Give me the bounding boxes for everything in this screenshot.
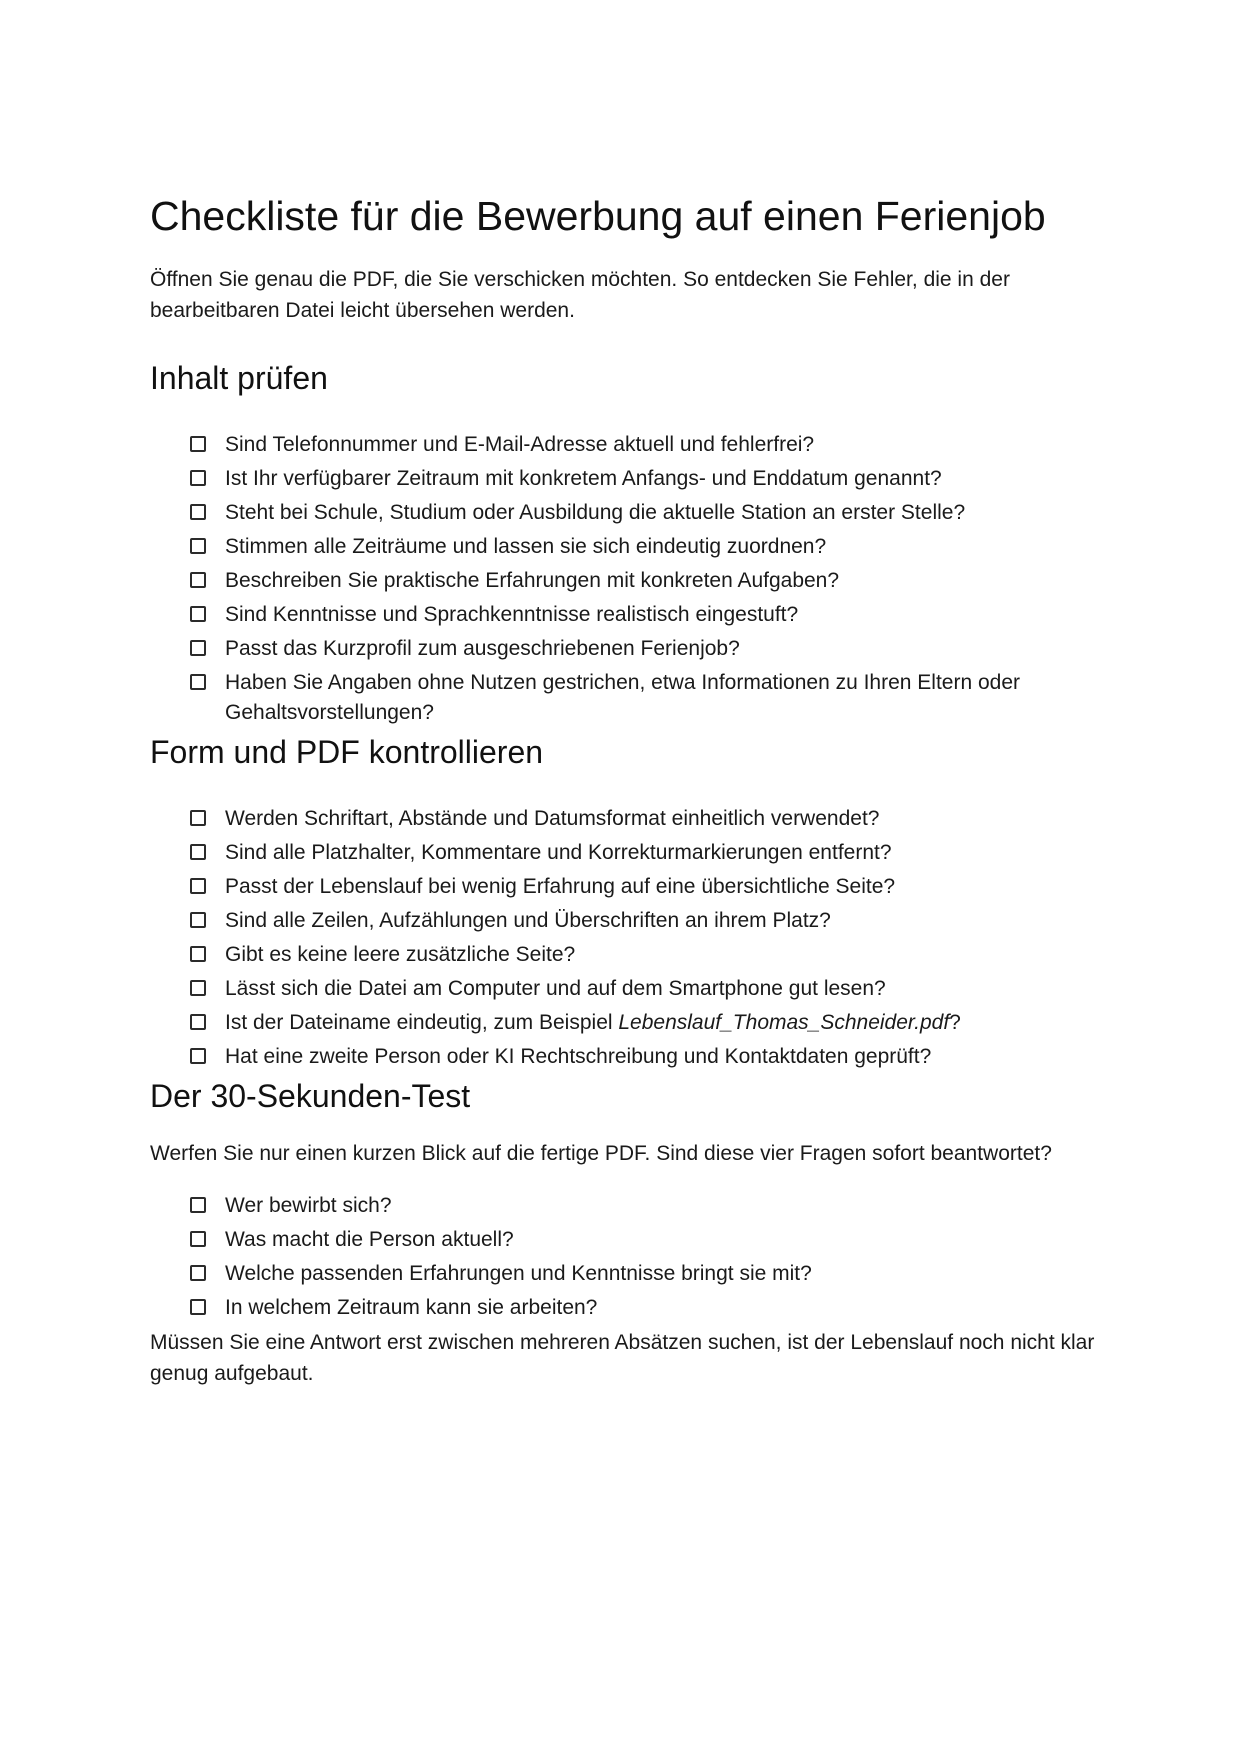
checkbox[interactable]	[190, 1014, 206, 1030]
checklist-item-label: Hat eine zweite Person oder KI Rechtschreibung und Kontaktdaten geprüft?	[225, 1045, 932, 1068]
checklist-item	[190, 668, 1095, 728]
checklist-item-label: Was macht die Person aktuell?	[225, 1228, 514, 1251]
checklist-test	[150, 1191, 1095, 1323]
checkbox[interactable]	[190, 810, 206, 826]
checkbox[interactable]	[190, 640, 206, 656]
checkbox[interactable]	[190, 538, 206, 554]
checkbox[interactable]	[190, 674, 206, 690]
checklist-item	[190, 464, 1095, 494]
section-heading-test: Der 30-Sekunden-Test	[150, 1078, 471, 1114]
checkbox[interactable]	[190, 912, 206, 928]
checklist-item-label: Passt der Lebenslauf bei wenig Erfahrung auf eine übersichtliche Seite?	[225, 875, 896, 898]
filename-prefix: Ist der Dateiname eindeutig, zum Beispiel	[225, 1011, 619, 1034]
checklist-item-label: Ist Ihr verfügbarer Zeitraum mit konkretem Anfangs- und Enddatum genannt?	[225, 467, 942, 490]
checkbox[interactable]	[190, 1231, 206, 1247]
section-heading-form: Form und PDF kontrollieren	[150, 734, 544, 770]
checkbox[interactable]	[190, 436, 206, 452]
checklist-item-label: In welchem Zeitraum kann sie arbeiten?	[225, 1296, 598, 1319]
checklist-item-label: Sind alle Platzhalter, Kommentare und Korrekturmarkierungen entfernt?	[225, 841, 892, 864]
checklist-item-label: Lässt sich die Datei am Computer und auf dem Smartphone gut lesen?	[225, 977, 886, 1000]
checklist-item-filename	[190, 1008, 1095, 1038]
checklist-item	[190, 600, 1095, 630]
checklist-item-label: Welche passenden Erfahrungen und Kenntnisse bringt sie mit?	[225, 1262, 812, 1285]
checkbox[interactable]	[190, 1048, 206, 1064]
checkbox[interactable]	[190, 504, 206, 520]
checkbox[interactable]	[190, 844, 206, 860]
checklist-item	[190, 974, 1095, 1004]
checklist-item-label: Haben Sie Angaben ohne Nutzen gestrichen, etwa Informationen zu Ihren Eltern oder Gehaltsvorstellungen?	[225, 671, 1021, 724]
checklist-item-label: Sind Telefonnummer und E-Mail-Adresse aktuell und fehlerfrei?	[225, 433, 815, 456]
checkbox[interactable]	[190, 572, 206, 588]
checklist-form	[150, 804, 1095, 1072]
checklist-item-label: Beschreiben Sie praktische Erfahrungen mit konkreten Aufgaben?	[225, 569, 840, 592]
document-page	[150, 190, 1095, 1389]
checklist-item	[190, 498, 1095, 528]
checklist-item	[190, 532, 1095, 562]
checklist-item-label: Wer bewirbt sich?	[225, 1194, 392, 1217]
checkbox[interactable]	[190, 878, 206, 894]
example-filename: Lebenslauf_Thomas_Schneider.pdf	[618, 1011, 950, 1034]
checklist-item	[190, 940, 1095, 970]
checkbox[interactable]	[190, 1265, 206, 1281]
checklist-item	[190, 1191, 1095, 1221]
checklist-item	[190, 872, 1095, 902]
checkbox[interactable]	[190, 1299, 206, 1315]
section-heading-inhalt: Inhalt prüfen	[150, 360, 328, 396]
checklist-inhalt	[150, 430, 1095, 728]
checklist-item-label: Stimmen alle Zeiträume und lassen sie sich eindeutig zuordnen?	[225, 535, 827, 558]
intro-paragraph: Öffnen Sie genau die PDF, die Sie verschicken möchten. So entdecken Sie Fehler, die in der bearbeitbaren Datei leicht übersehen werden.	[150, 268, 1010, 322]
checklist-item	[190, 1225, 1095, 1255]
checklist-item	[190, 804, 1095, 834]
checklist-item	[190, 1259, 1095, 1289]
checklist-item-label: Sind Kenntnisse und Sprachkenntnisse realistisch eingestuft?	[225, 603, 799, 626]
test-intro-paragraph: Werfen Sie nur einen kurzen Blick auf die fertige PDF. Sind diese vier Fragen sofort beantwortet?	[150, 1142, 1052, 1165]
checklist-item-label: Gibt es keine leere zusätzliche Seite?	[225, 943, 576, 966]
checklist-item	[190, 1042, 1095, 1072]
checkbox[interactable]	[190, 606, 206, 622]
checkbox[interactable]	[190, 1197, 206, 1213]
checklist-item-label: Werden Schriftart, Abstände und Datumsformat einheitlich verwendet?	[225, 807, 880, 830]
page-title: Checkliste für die Bewerbung auf einen Ferienjob	[150, 193, 1046, 239]
checklist-item-label: Passt das Kurzprofil zum ausgeschriebenen Ferienjob?	[225, 637, 740, 660]
checklist-item	[190, 838, 1095, 868]
filename-suffix: ?	[949, 1011, 961, 1034]
checklist-item	[190, 634, 1095, 664]
checklist-item	[190, 1293, 1095, 1323]
checklist-item-label: Steht bei Schule, Studium oder Ausbildung die aktuelle Station an erster Stelle?	[225, 501, 966, 524]
checkbox[interactable]	[190, 946, 206, 962]
checklist-item-label: Sind alle Zeilen, Aufzählungen und Überschriften an ihrem Platz?	[225, 909, 831, 932]
checklist-item	[190, 566, 1095, 596]
checklist-item	[190, 906, 1095, 936]
checklist-item	[190, 430, 1095, 460]
checkbox[interactable]	[190, 980, 206, 996]
checkbox[interactable]	[190, 470, 206, 486]
test-outro-paragraph: Müssen Sie eine Antwort erst zwischen mehreren Absätzen suchen, ist der Lebenslauf noch nicht klar genug aufgebaut.	[150, 1331, 1095, 1385]
